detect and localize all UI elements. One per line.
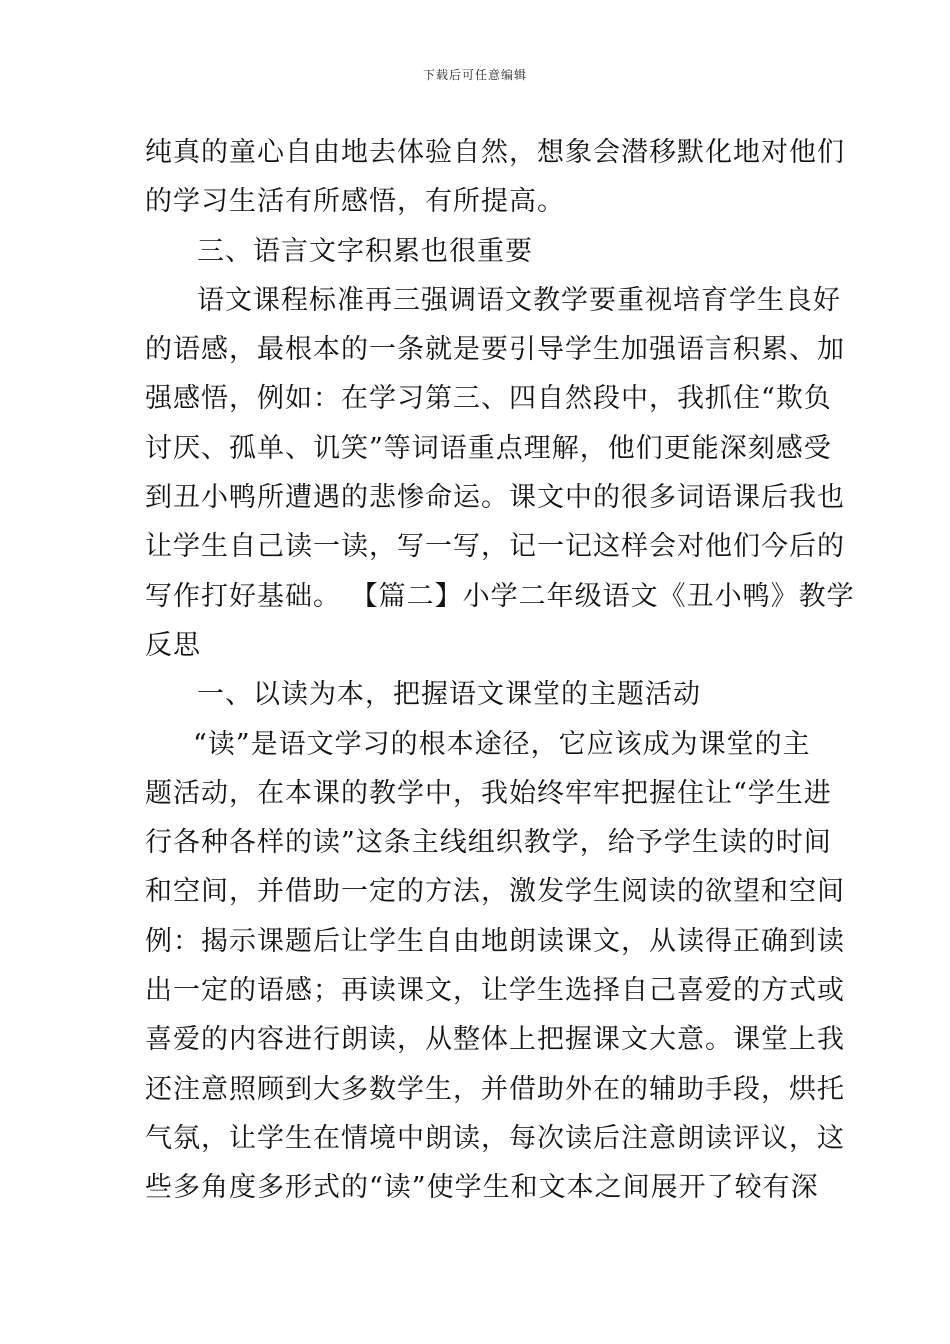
- text-line: “读”是语文学习的根本途径，它应该成为课堂的主: [193, 728, 811, 760]
- text-line: 讨厌、孤单、讥笑”等词语重点理解，他们更能深刻感受: [145, 432, 832, 464]
- text-line: 行各种各样的读”这条主线组织教学，给予学生读的时间: [145, 827, 832, 859]
- text-line: 和空间，并借助一定的方法，激发学生阅读的欲望和空间: [145, 876, 845, 908]
- text-line: 强感悟，例如：在学习第三、四自然段中，我抓住“欺负: [145, 383, 832, 415]
- text-line: 题活动，在本课的教学中，我始终牢牢把握住让“学生进: [145, 777, 832, 809]
- section-heading: 三、语言文字积累也很重要: [197, 235, 533, 267]
- text-line: 语文课程标准再三强调语文教学要重视培育学生良好: [197, 284, 841, 316]
- text-line: 还注意照顾到大多数学生，并借助外在的辅助手段，烘托: [145, 1073, 845, 1105]
- text-line: 气氛，让学生在情境中朗读，每次读后注意朗读评议，这: [145, 1122, 845, 1154]
- text-line: 喜爱的内容进行朗读，从整体上把握课文大意。课堂上我: [145, 1024, 845, 1056]
- text-line: 的语感，最根本的一条就是要引导学生加强语言积累、加: [145, 334, 845, 366]
- text-line: 些多角度多形式的“读”使学生和文本之间展开了较有深: [145, 1172, 819, 1204]
- text-line: 的学习生活有所感悟，有所提高。: [145, 186, 565, 218]
- text-line: 写作打好基础。 【篇二】小学二年级语文《丑小鸭》教学: [145, 580, 855, 612]
- text-line: 让学生自己读一读，写一写，记一记这样会对他们今后的: [145, 531, 845, 563]
- text-line: 纯真的童心自由地去体验自然，想象会潜移默化地对他们: [145, 137, 845, 168]
- text-line: 出一定的语感；再读课文，让学生选择自己喜爱的方式或: [145, 975, 845, 1007]
- section-heading: 一、以读为本，把握语文课堂的主题活动: [197, 679, 701, 711]
- body-text: [145, 128, 855, 1213]
- header-note: 下载后可任意编辑: [422, 68, 527, 82]
- text-line: 到丑小鸭所遭遇的悲惨命运。课文中的很多词语课后我也: [145, 482, 845, 514]
- text-line: 反思: [145, 629, 201, 661]
- text-line: 例：揭示课题后让学生自由地朗读课文，从读得正确到读: [145, 925, 845, 957]
